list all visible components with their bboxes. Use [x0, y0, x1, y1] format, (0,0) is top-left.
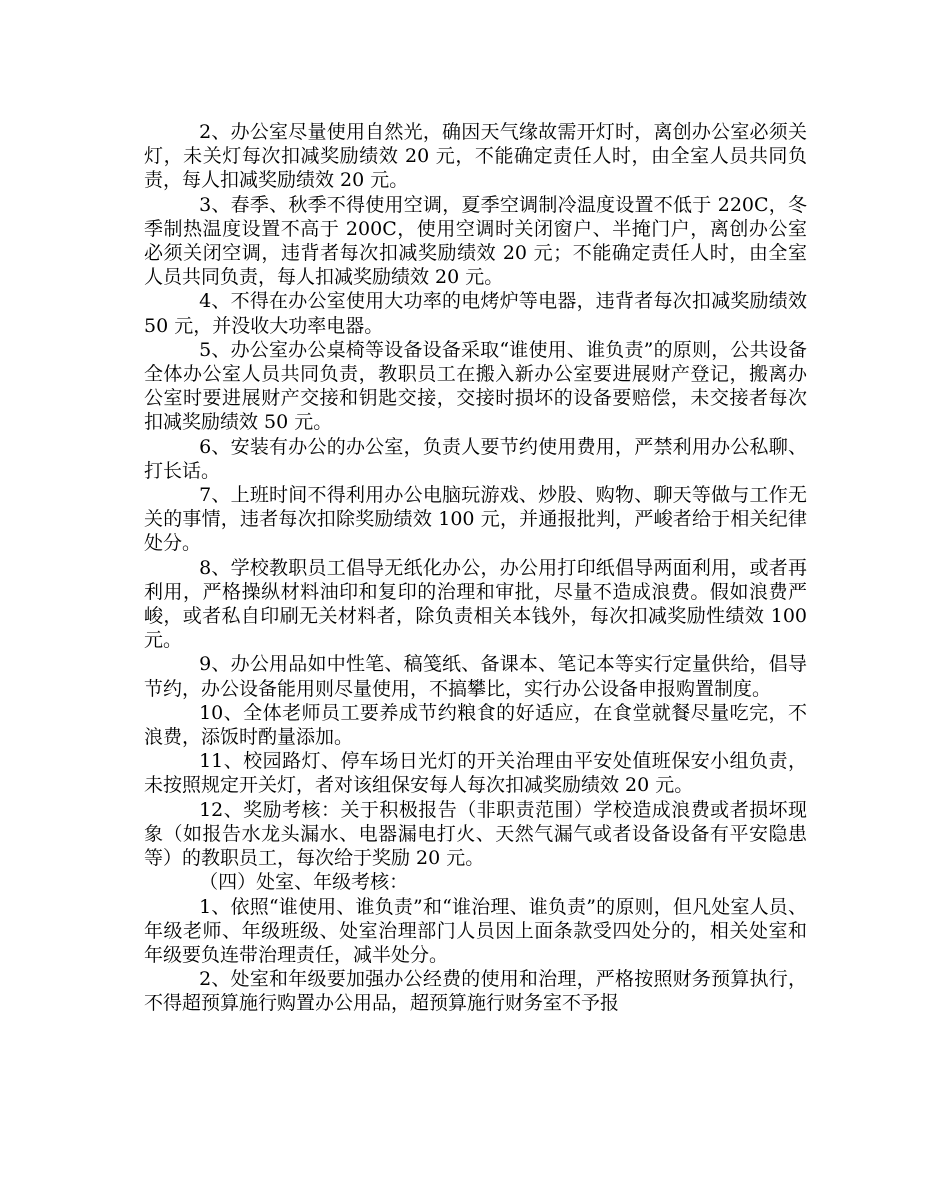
- paragraph-food-saving: 10、全体老师员工要养成节约粮食的好适应，在食堂就餐尽量吃完，不浪费，添饭时酌量添加。: [144, 701, 807, 749]
- paragraph-computer-use: 7、上班时间不得利用办公电脑玩游戏、炒股、购物、聊天等做与工作无关的事情，违者每次扣除奖励绩效 100 元，并通报批判，严峻者给于相关纪律处分。: [144, 484, 807, 555]
- paragraph-paperless-office: 8、学校教职员工倡导无纸化办公，办公用打印纸倡导两面利用，或者再利用，严格操纵材料油印和复印的治理和审批，尽量不造成浪费。假如浪费严峻，或者私自印刷无关材料者，除负责相关本钱外，每次扣减奖励性绩效 100 元。: [144, 556, 807, 652]
- paragraph-budget-management: 2、处室和年级要加强办公经费的使用和治理，严格按照财务预算执行，不得超预算施行购置办公用品，超预算施行财务室不予报: [144, 968, 807, 1015]
- paragraph-campus-lights: 11、校园路灯、停车场日光灯的开关治理由平安处值班保安小组负责，未按照规定开关灯，者对该组保安每人每次扣减奖励绩效 20 元。: [144, 750, 807, 797]
- paragraph-joint-responsibility: 1、依照“谁使用、谁负责”和“谁治理、谁负责”的原则，但凡处室人员、年级老师、年级班级、处室治理部门人员因上面条款受四处分的，相关处室和年级要负连带治理责任，减半处分。: [144, 895, 807, 966]
- paragraph-office-supplies: 9、办公用品如中性笔、稿笺纸、备课本、笔记本等实行定量供给，倡导节约，办公设备能用则尽量使用，不搞攀比，实行办公设备申报购置制度。: [144, 653, 807, 700]
- paragraph-office-furniture: 5、办公室办公桌椅等设备设备采取“谁使用、谁负责”的原则，公共设备全体办公室人员共同负责，教职员工在搬入新办公室要进展财产登记，搬离办公室时要进展财产交接和钥匙交接，交接时损坏的设备要赔偿，未交接者每次扣减奖励绩效 50 元。: [144, 338, 807, 434]
- paragraph-air-conditioning: 3、春季、秋季不得使用空调，夏季空调制冷温度设置不低于 220C，冬季制热温度设置不高于 200C，使用空调时关闭窗户、半掩门户，离创办公室必须关闭空调，违背者每次扣减奖励绩效 20 元；不能确定责任人时，由全室人员共同负责，每人扣减奖励绩效 20 元。: [144, 193, 807, 289]
- document-body: [144, 120, 807, 1016]
- paragraph-reward-assessment: 12、奖励考核：关于积极报告（非职责范围）学校造成浪费或者损坏现象（如报告水龙头漏水、电器漏电打火、天然气漏气或者设备设备有平安隐患等）的教职员工，每次给于奖励 20 元。: [144, 798, 807, 870]
- section-heading-department-assessment: （四）处室、年级考核：: [199, 871, 409, 894]
- paragraph-telephone-use: 6、安装有办公的办公室，负责人要节约使用费用，严禁利用办公私聊、打长话。: [144, 435, 807, 482]
- paragraph-office-lighting: 2、办公室尽量使用自然光，确因天气缘故需开灯时，离创办公室必须关灯，未关灯每次扣减奖励绩效 20 元，不能确定责任人时，由全室人员共同负责，每人扣减奖励绩效 20 元。: [144, 121, 807, 192]
- paragraph-high-power-appliances: 4、不得在办公室使用大功率的电烤炉等电器，违背者每次扣减奖励绩效 50 元，并没收大功率电器。: [144, 290, 807, 337]
